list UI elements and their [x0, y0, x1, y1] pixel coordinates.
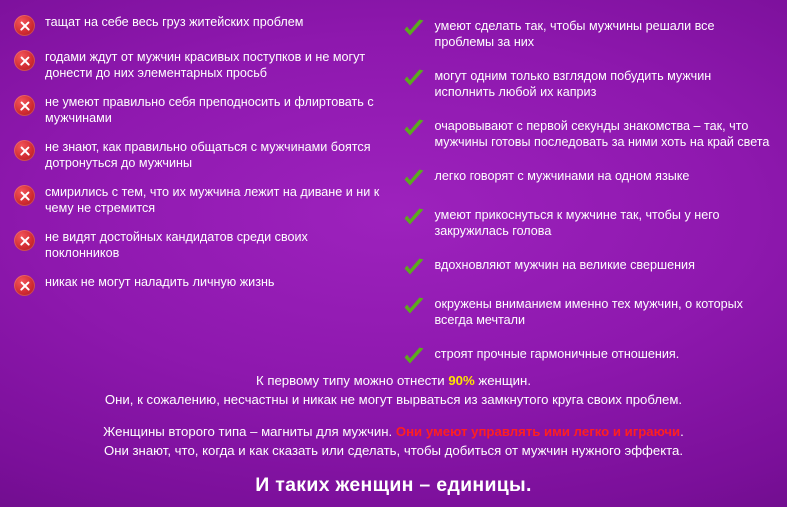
red-cross-circle-icon [14, 230, 35, 251]
list-item-label: не умеют правильно себя преподносить и флиртовать с мужчинами [45, 95, 374, 125]
summary-line [0, 423, 787, 442]
list-item [403, 257, 774, 278]
list-item [403, 207, 774, 239]
red-cross-circle-icon [14, 15, 35, 36]
green-check-icon [403, 69, 425, 89]
list-item-label: могут одним только взглядом побудить мужчин исполнить любой их каприз [434, 69, 712, 99]
green-check-icon [403, 119, 425, 139]
list-item [403, 118, 774, 150]
list-item-label: строят прочные гармоничные отношения. [434, 347, 680, 361]
red-cross-circle-icon [14, 95, 35, 116]
summary-line: Они, к сожалению, несчастны и никак не могут вырваться из замкнутого круга своих проблем. [104, 391, 683, 407]
green-check-icon [403, 208, 425, 228]
red-cross-circle-icon [14, 140, 35, 161]
list-item-label: легко говорят с мужчинами на одном языке [434, 169, 690, 183]
summary-block-second-type [0, 423, 787, 460]
red-highlight: Они умеют управлять ими легко и играючи [395, 424, 681, 439]
list-item [403, 168, 774, 189]
list-item-label: годами ждут от мужчин красивых поступков и не могут донести до них элементарных просьб [45, 50, 366, 80]
list-item [403, 68, 774, 100]
list-item-label: окружены вниманием именно тех мужчин, о которых всегда мечтали [434, 297, 743, 327]
list-item [14, 14, 385, 36]
red-cross-circle-icon [14, 50, 35, 71]
green-check-icon [403, 169, 425, 189]
list-item-label: смирились с тем, что их мужчина лежит на диване и ни к чему не стремится [45, 185, 380, 215]
list-item-label: умеют прикоснуться к мужчине так, чтобы у него закружилась голова [434, 208, 720, 238]
left-column-negative-traits [14, 14, 385, 367]
list-item [14, 94, 385, 126]
list-item-label: умеют сделать так, чтобы мужчины решали все проблемы за них [434, 19, 715, 49]
list-item-label: вдохновляют мужчин на великие свершения [434, 258, 695, 272]
right-column-positive-traits [403, 14, 774, 367]
list-item [403, 296, 774, 328]
list-item [403, 346, 774, 367]
summary-line: Они знают, что, когда и как сказать или сделать, чтобы добиться от мужчин нужного эффекта. [103, 442, 684, 458]
list-item-label: не знают, как правильно общаться с мужчинами боятся дотронуться до мужчины [45, 140, 371, 170]
percent-highlight: 90% [448, 373, 475, 388]
list-item [14, 229, 385, 261]
red-cross-circle-icon [14, 275, 35, 296]
summary-line [0, 372, 787, 391]
list-item-label: очаровывают с первой секунды знакомства – так, что мужчины готовы последовать за ними хоть на край света [434, 119, 770, 149]
summary-section [0, 372, 787, 497]
green-check-icon [403, 19, 425, 39]
list-item [14, 274, 385, 296]
list-item [403, 18, 774, 50]
summary-text-after: женщин. [474, 373, 532, 388]
green-check-icon [403, 347, 425, 367]
green-check-icon [403, 258, 425, 278]
list-item-label: тащат на себе весь груз житейских проблем [45, 15, 304, 29]
red-cross-circle-icon [14, 185, 35, 206]
final-statement: И таких женщин – единицы. [255, 474, 532, 496]
list-item [14, 49, 385, 81]
summary-text-before: К первому типу можно отнести [255, 373, 449, 388]
list-item-label: никак не могут наладить личную жизнь [45, 275, 275, 289]
summary-text-after: . [680, 424, 684, 439]
list-item [14, 184, 385, 216]
list-item-label: не видят достойных кандидатов среди своих поклонников [45, 230, 308, 260]
list-item [14, 139, 385, 171]
green-check-icon [403, 297, 425, 317]
summary-text-before: Женщины второго типа – магниты для мужчин. [103, 424, 396, 439]
summary-block-first-type [0, 372, 787, 409]
